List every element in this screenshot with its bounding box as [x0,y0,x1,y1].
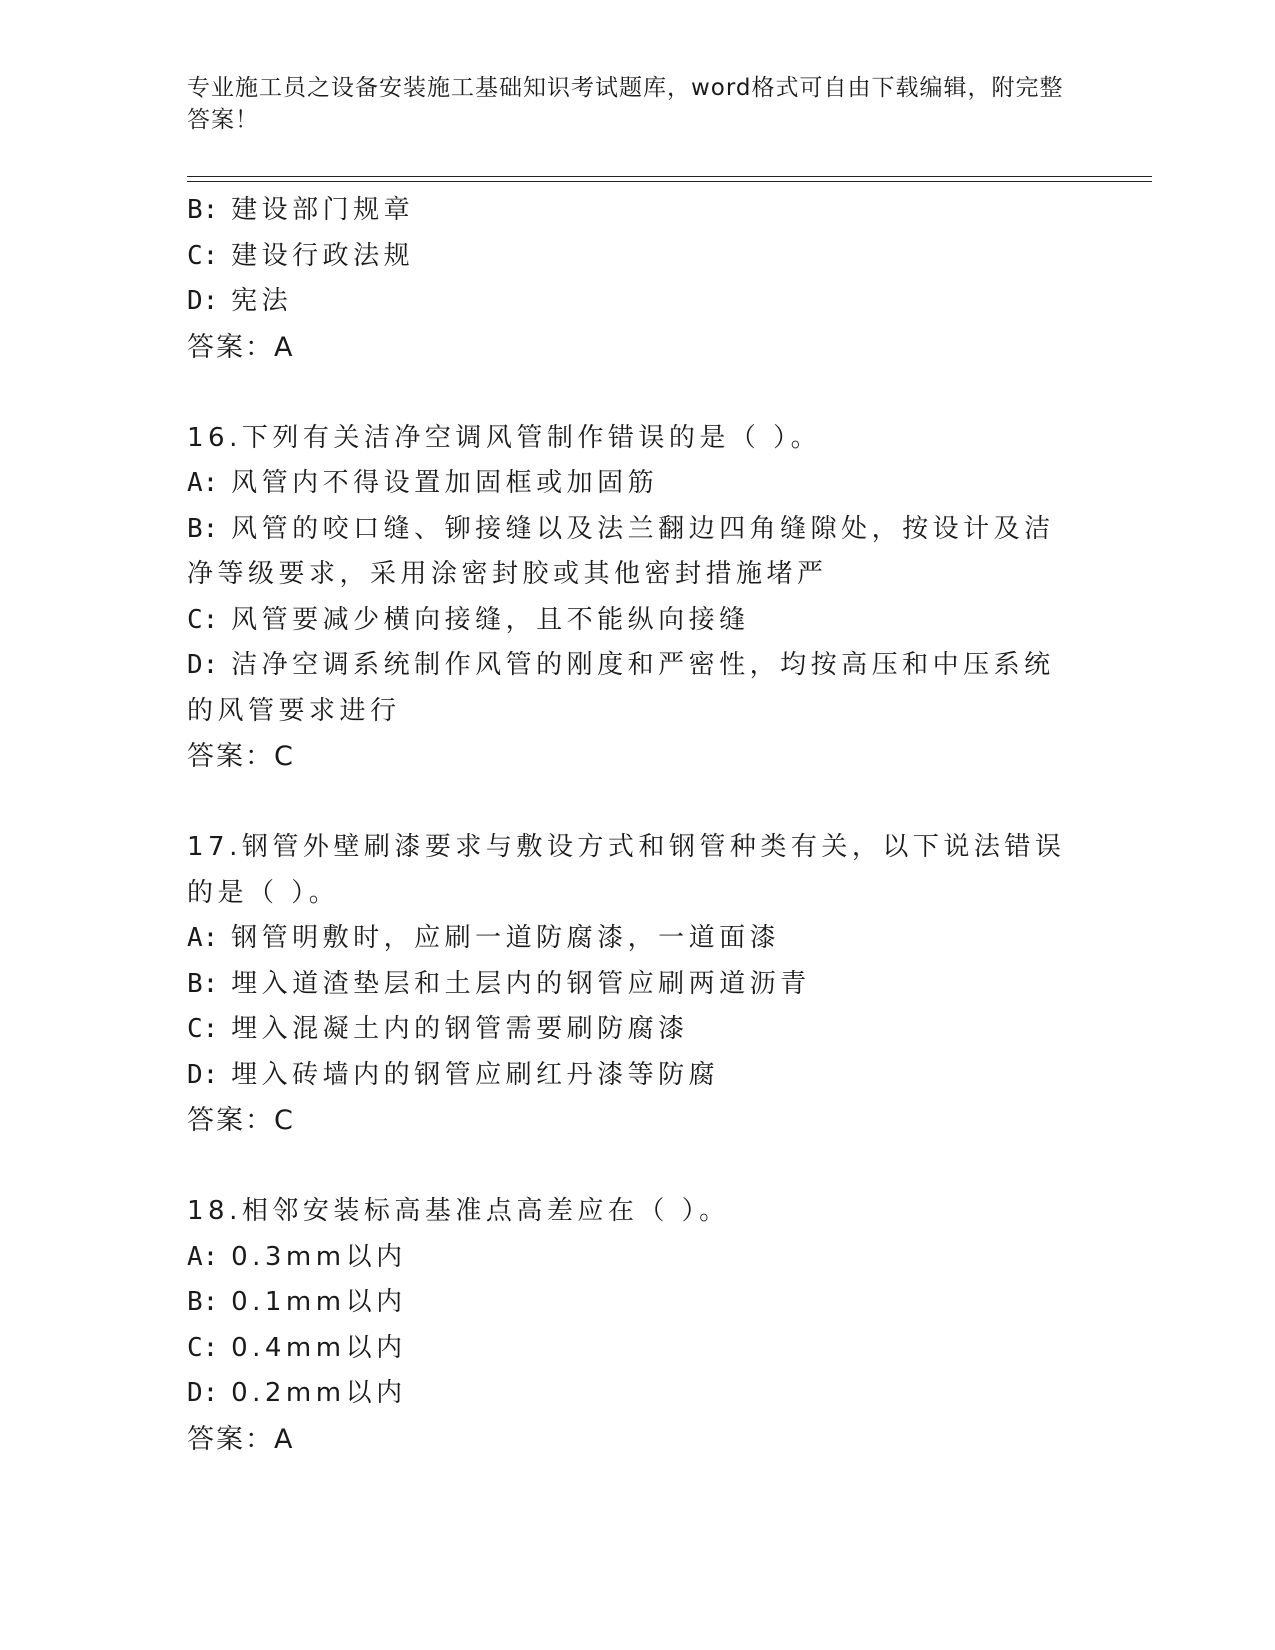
q18-option-a: A: 0.3mm以内 [187,1241,407,1272]
header-rule-bottom [187,181,1152,182]
spacer [187,370,1087,416]
question-content [187,188,1087,1462]
header-rule-top [187,176,1152,177]
q16-option-a: A: 风管内不得设置加固框或加固筋 [187,468,659,498]
q16-option-d: D: 洁净空调系统制作风管的刚度和严密性，均按高压和中压系统的风管要求进行 [187,650,1055,726]
option-b: B: 建设部门规章 [187,195,415,225]
option-c: C: 建设行政法规 [187,240,415,271]
q17-option-c: C: 埋入混凝土内的钢管需要刷防腐漆 [187,1014,689,1044]
q17-option-d: D: 埋入砖墙内的钢管应刷红丹漆等防腐 [187,1059,720,1090]
spacer [187,780,1087,826]
q16-option-c: C: 风管要减少横向接缝，且不能纵向接缝 [187,604,750,635]
q18-option-d: D: 0.2mm以内 [187,1378,407,1408]
document-header: 专业施工员之设备安装施工基础知识考试题库，word格式可自由下载编辑，附完整答案！ [187,75,1064,133]
spacer [187,1144,1087,1190]
q18-option-b: B: 0.1mm以内 [187,1287,407,1317]
question-18: 18.相邻安装标高基准点高差应在（ ）。 [187,1196,730,1226]
q17-answer: 答案：C [187,1105,295,1136]
q18-option-c: C: 0.4mm以内 [187,1332,407,1363]
q18-answer: 答案：A [187,1423,295,1455]
answer-line: 答案：A [187,331,295,363]
question-17: 17.钢管外壁刷漆要求与敷设方式和钢管种类有关，以下说法错误的是（ ）。 [187,832,1066,908]
option-d: D: 宪法 [187,286,293,316]
q16-option-b: B: 风管的咬口缝、铆接缝以及法兰翻边四角缝隙处，按设计及洁净等级要求，采用涂密封胶或其他密封措施堵严 [187,513,1055,589]
q17-option-b: B: 埋入道渣垫层和土层内的钢管应刷两道沥青 [187,968,811,999]
question-16: 16.下列有关洁净空调风管制作错误的是（ ）。 [187,422,822,453]
q17-option-a: A: 钢管明敷时，应刷一道防腐漆，一道面漆 [187,923,781,953]
q16-answer: 答案：C [187,741,295,772]
